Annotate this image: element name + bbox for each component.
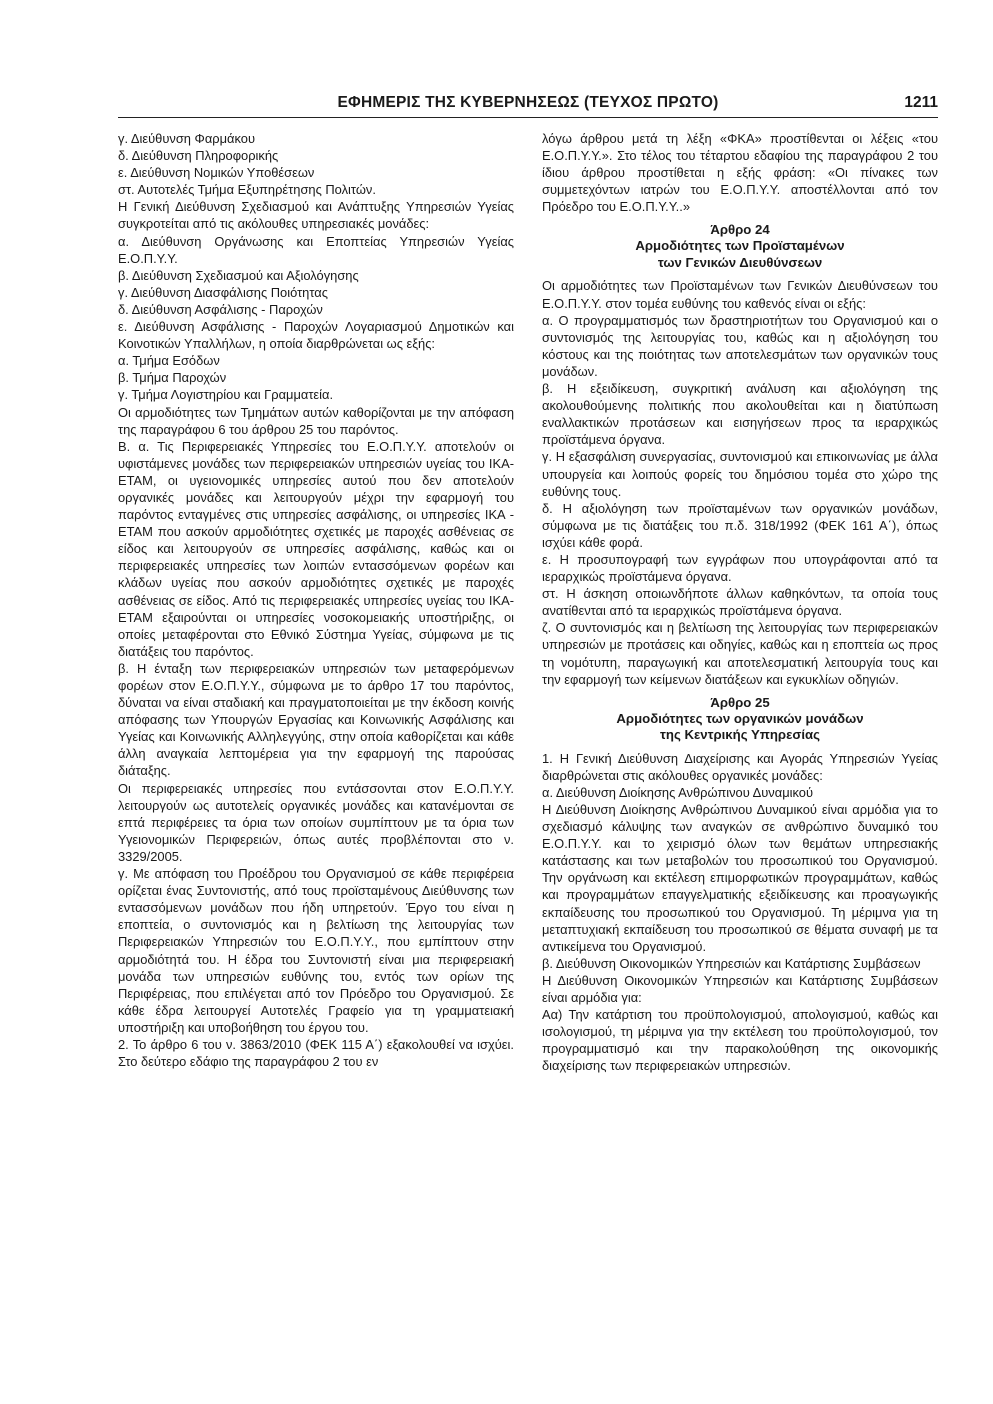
paragraph: Οι αρμοδιότητες των Τμημάτων αυτών καθορίζονται με την απόφαση της παραγράφου 6 του άρθρου 25 του παρόντος. xyxy=(118,404,514,437)
paragraph: γ. Με απόφαση του Προέδρου του Οργανισμού σε κάθε περιφέρεια ορίζεται ένας Συντονιστής, από τους προϊσταμένους Διεύθυνσης των εντασσόμενων μονάδων που ήδη υπηρετούν. Έργο του είναι η εποπτεία, ο συντονισμός και η βελτίωση της λειτουργίας των Περιφερειακών Υπηρεσιών του Ε.Ο.Π.Υ.Υ., που εμπίπτουν στην αρμοδιότητά του. Η έδρα του Συντονιστή είναι μια περιφερειακή μονάδα των υπηρεσιών ευθύνης του, εντός των ορίων της Περιφέρειας, που επιλέγεται από τον Πρόεδρο του Οργανισμού. Σε κάθε έδρα λειτουργεί Αυτοτελές Γραφείο για τη γραμματειακή υποστήριξη και υποβοήθηση του έργου του. xyxy=(118,866,514,1035)
paragraph: γ. Τμήμα Λογιστηρίου και Γραμματεία. xyxy=(118,387,334,403)
paragraph: γ. Η εξασφάλιση συνεργασίας, συντονισμού και επικοινωνίας με άλλα υπουργεία και λοιπούς φορείς του δημόσιου τομέα στο χώρο της ευθύνης τους. xyxy=(542,449,938,499)
paragraph: γ. Διεύθυνση Φαρμάκου xyxy=(118,131,255,146)
paragraph: δ. Η αξιολόγηση των προϊσταμένων των οργανικών μονάδων, σύμφωνα με τις διατάξεις του π.δ. 318/1992 (ΦΕΚ 161 Α΄), όπως ισχύει κάθε φορά. xyxy=(542,500,938,550)
paragraph: στ. Αυτοτελές Τμήμα Εξυπηρέτησης Πολιτών. xyxy=(118,182,376,198)
page-number: 1211 xyxy=(904,94,938,111)
paragraph: ε. Διεύθυνση Ασφάλισης - Παροχών Λογαριασμού Δημοτικών και Κοινοτικών Υπαλλήλων, η οποία διαρθρώνεται ως εξής: xyxy=(118,319,514,352)
paragraph: 2. Το άρθρο 6 του ν. 3863/2010 (ΦΕΚ 115 Α΄) εξακολουθεί να ισχύει. Στο δεύτερο εδάφιο της παραγράφου 2 του εν xyxy=(118,1036,514,1070)
paragraph: Η Γενική Διεύθυνση Σχεδιασμού και Ανάπτυξης Υπηρεσιών Υγείας συγκροτείται από τις ακόλουθες υπηρεσιακές μονάδες: xyxy=(118,199,514,232)
paragraph: Η Διεύθυνση Διοίκησης Ανθρώπινου Δυναμικού είναι αρμόδια για το σχεδιασμό κάλυψης των αναγκών σε ανθρώπινο δυναμικό του Ε.Ο.Π.Υ.Υ. και το χειρισμό όλων των θεμάτων υπηρεσιακής κατάστασης και των μεταβολών του προσωπικού του Οργανισμού. Την οργάνωση και εκτέλεση επιμορφωτικών προγραμμάτων, καθώς και προγραμμάτων επαγγελματικής εξειδίκευσης και προαγωγικής εκπαίδευσης του προσωπικού του Οργανισμού. Τη μέριμνα για τη μεταπτυχιακή εκπαίδευση του προσωπικού σε θέματα συναφή με τα αντικείμενα του Οργανισμού. xyxy=(542,802,938,954)
paragraph: 1. Η Γενική Διεύθυνση Διαχείρισης και Αγοράς Υπηρεσιών Υγείας διαρθρώνεται στις ακόλουθες οργανικές μονάδες: xyxy=(542,750,938,783)
paragraph: β. Η εξειδίκευση, συγκριτική ανάλυση και αξιολόγηση της ακολουθούμενης πολιτικής που ακολουθείται και η διατύπωση εναλλακτικών προτάσεων και εισηγήσεων προς τα ιεραρχικώς προϊστάμενα όργανα. xyxy=(542,381,938,448)
paragraph: Β. α. Τις Περιφερειακές Υπηρεσίες του Ε.Ο.Π.Υ.Υ. αποτελούν οι υφιστάμενες μονάδες των περιφερειακών υπηρεσιών υγείας του ΙΚΑ-ΕΤΑΜ, οι υγειονομικές υπηρεσίες αυτού που δεν αποτελούν οργανικές μονάδες και λειτουργούν μέχρι την εφαρμογή του παρόντος ενταγμένες στις υπηρεσίες ασφάλισης, οι υπηρεσίες ΙΚΑ - ΕΤΑΜ που ασκούν αρμοδιότητες σχετικές με παροχές ασθένειας σε είδος και λειτουργούν σε υπηρεσίες ασφάλισης, καθώς και οι περιφερειακές υπηρεσίες των λοιπών εντασσόμενων φορέων και κλάδων υγείας που ασκούν αρμοδιότητες σχετικές με παροχές ασθένειας σε είδος. Από τις περιφερειακές υπηρεσίες υγείας του ΙΚΑ-ΕΤΑΜ εξαιρούνται οι υπηρεσίες νοσοκομειακής υποστήριξης, οι οποίες μεταφέρονται στο Εθνικό Σύστημα Υγείας, σύμφωνα με τις διατάξεις του παρόντος. xyxy=(118,438,514,659)
gazette-title: ΕΦΗΜΕΡΙΣ ΤΗΣ ΚΥΒΕΡΝΗΣΕΩΣ (ΤΕΥΧΟΣ ΠΡΩΤΟ) xyxy=(337,94,719,111)
heading-line: της Κεντρικής Υπηρεσίας xyxy=(660,727,820,743)
header-rule xyxy=(118,117,938,118)
paragraph: δ. Διεύθυνση Ασφάλισης - Παροχών xyxy=(118,301,323,317)
article-25-title: Άρθρο 25 xyxy=(710,694,770,710)
article-24-title: Άρθρο 24 xyxy=(710,222,770,238)
paragraph: β. Διεύθυνση Οικονομικών Υπηρεσιών και Κατάρτισης Συμβάσεων xyxy=(542,955,921,971)
paragraph: α. Διεύθυνση Οργάνωσης και Εποπτείας Υπηρεσιών Υγείας Ε.Ο.Π.Υ.Υ. xyxy=(118,233,514,266)
paragraph: ε. Διεύθυνση Νομικών Υποθέσεων xyxy=(118,165,315,181)
paragraph: α. Τμήμα Εσόδων xyxy=(118,353,220,369)
heading-line: Αρμοδιότητες των οργανικών μονάδων xyxy=(616,710,864,726)
paragraph: α. Διεύθυνση Διοίκησης Ανθρώπινου Δυναμικού xyxy=(542,784,814,800)
paragraph: β. Τμήμα Παροχών xyxy=(118,370,227,386)
paragraph: Αα) Την κατάρτιση του προϋπολογισμού, απολογισμού, καθώς και ισολογισμού, τη μέριμνα για την εκτέλεση του προϋπολογισμού, τον προγραμματισμό και την παρακολούθηση της οικονομικής διαχείρισης των περιφερειακών υπηρεσιών. xyxy=(542,1007,938,1074)
paragraph: Οι αρμοδιότητες των Προϊσταμένων των Γενικών Διευθύνσεων του Ε.Ο.Π.Υ.Υ. στον τομέα ευθύνης του καθενός είναι οι εξής: xyxy=(542,278,938,311)
paragraph: δ. Διεύθυνση Πληροφορικής xyxy=(118,148,279,164)
right-column xyxy=(542,130,938,1075)
paragraph: ζ. Ο συντονισμός και η βελτίωση της λειτουργίας των περιφερειακών υπηρεσιών με προτάσεις και οδηγίες, καθώς και η εποπτεία ως προς τη νομότυπη, παραγωγική και αποτελεσματική λειτουργία τους και την εφαρμογή των κείμενων διατάξεων και εγκυκλίων οδηγιών. xyxy=(542,620,938,687)
paragraph: β. Η ένταξη των περιφερειακών υπηρεσιών των μεταφερόμενων φορέων στον Ε.Ο.Π.Υ.Υ., σύμφωνα με το άρθρο 17 του παρόντος, δύναται να είναι σταδιακή και πραγματοποιείται με την έκδοση κοινής απόφασης των Υπουργών Εργασίας και Κοινωνικής Ασφάλισης και Υγείας και Κοινωνικής Αλληλεγγύης, στην οποία καθορίζεται και κάθε άλλη αναγκαία λεπτομέρεια για την εφαρμογή της παρούσας διάταξης. xyxy=(118,660,514,779)
paragraph: Οι περιφερειακές υπηρεσίες που εντάσσονται στον Ε.Ο.Π.Υ.Υ. λειτουργούν ως αυτοτελείς οργανικές μονάδες και κατανέμονται σε επτά περιφέρειες τα όρια των οποίων συμπίπτουν με τα όρια των Υγειονομικών Περιφερειών, όπως αυτές προβλέπονται στο ν. 3329/2005. xyxy=(118,780,514,864)
article-25-heading xyxy=(542,711,938,744)
article-24-heading xyxy=(542,238,938,271)
left-column xyxy=(118,130,514,1070)
paragraph: ε. Η προσυπογραφή των εγγράφων που υπογράφονται από τα ιεραρχικώς προϊστάμενα όργανα. xyxy=(542,551,938,585)
paragraph: Η Διεύθυνση Οικονομικών Υπηρεσιών και Κατάρτισης Συμβάσεων είναι αρμόδια για: xyxy=(542,972,938,1006)
page-header xyxy=(118,92,938,114)
paragraph: λόγω άρθρου μετά τη λέξη «ΦΚΑ» προστίθενται οι λέξεις «του Ε.Ο.Π.Υ.Υ.». Στο τέλος του τέταρτου εδαφίου της παραγράφου 2 του ίδιου άρθρου προστίθεται η εξής φράση: «Οι πίνακες των συμμετεχόντων ιατρών του Ε.Ο.Π.Υ.Υ. αποστέλλονται από τον Πρόεδρο του Ε.Ο.Π.Υ.Υ..» xyxy=(542,131,938,215)
heading-line: Αρμοδιότητες των Προϊσταμένων xyxy=(635,238,845,254)
paragraph: στ. Η άσκηση οποιωνδήποτε άλλων καθηκόντων, τα οποία τους ανατίθενται από τα ιεραρχικώς προϊστάμενα όργανα. xyxy=(542,586,938,619)
paragraph: α. Ο προγραμματισμός των δραστηριοτήτων του Οργανισμού και ο συντονισμός της λειτουργίας του, καθώς και η αξιολόγηση του κόστους και της ποιότητας των αποτελεσμάτων των οργανικών τους μονάδων. xyxy=(542,312,938,379)
heading-line: των Γενικών Διευθύνσεων xyxy=(657,254,823,270)
paragraph: β. Διεύθυνση Σχεδιασμού και Αξιολόγησης xyxy=(118,267,359,283)
paragraph: γ. Διεύθυνση Διασφάλισης Ποιότητας xyxy=(118,284,328,300)
